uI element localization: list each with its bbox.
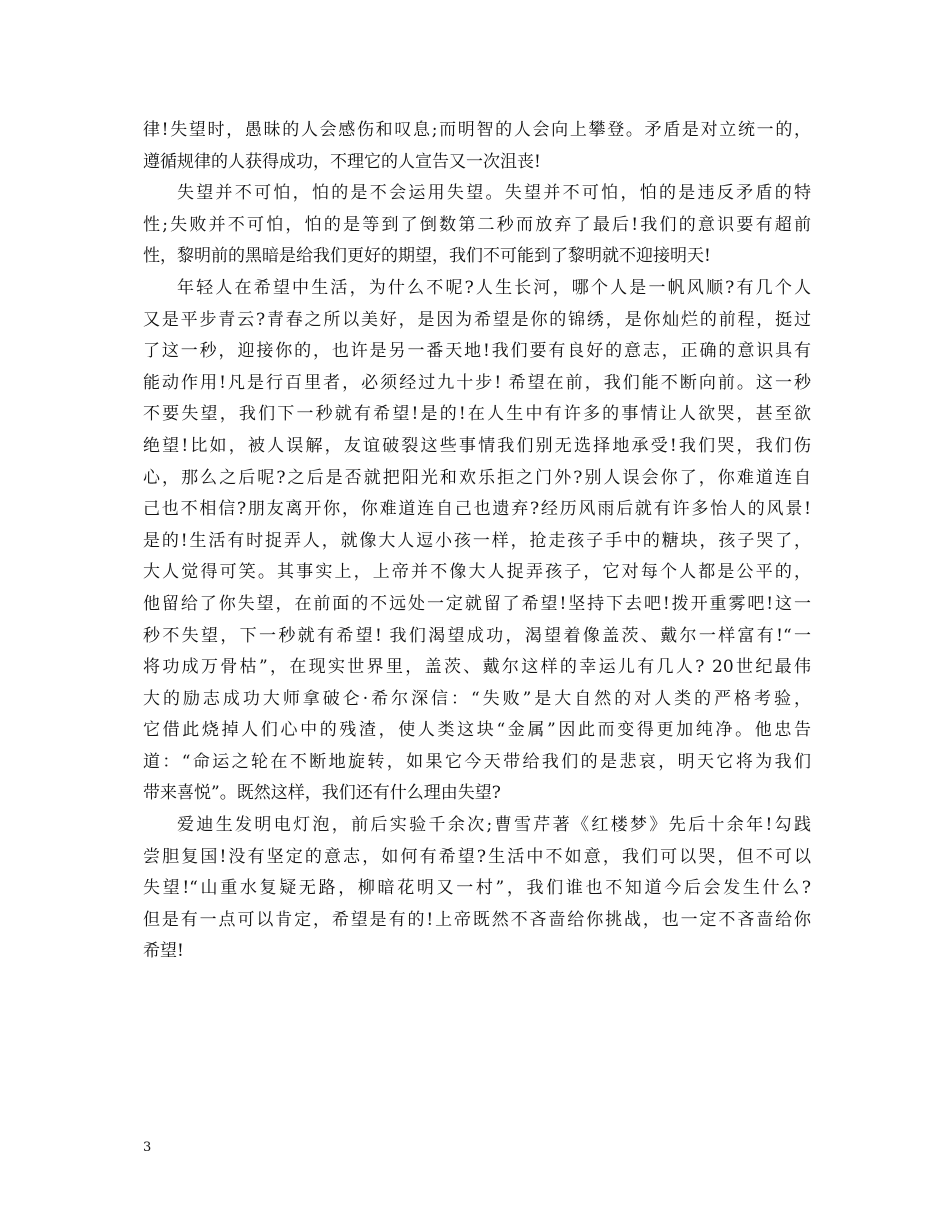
text-line: 带来喜悦”。既然这样，我们还有什么理由失望? [143, 783, 501, 804]
text-line: 性;失败并不可怕，怕的是等到了倒数第二秒而放弃了最后!我们的意识要有超前 [143, 214, 811, 235]
paragraph [143, 273, 811, 810]
text-line: 大的励志成功大师拿破仑·希尔深信：“失败”是大自然的对人类的严格考验， [143, 688, 811, 709]
text-line: 能动作用!凡是行百里者，必须经过九十步! 希望在前，我们能不断向前。这一秒 [143, 372, 811, 393]
text-line: 失望!“山重水复疑无路，柳暗花明又一村”，我们谁也不知道今后会发生什么? [143, 878, 811, 899]
paragraph [143, 810, 811, 968]
text-line: 年轻人在希望中生活，为什么不呢?人生长河，哪个人是一帆风顺?有几个人 [177, 277, 811, 298]
text-line: 尝胆复国!没有坚定的意志，如何有希望?生活中不如意，我们可以哭，但不可以 [143, 846, 811, 867]
text-line: 心，那么之后呢?之后是否就把阳光和欢乐拒之门外?别人误会你了，你难道连自 [143, 467, 811, 488]
paragraph [143, 115, 811, 178]
text-line: 大人觉得可笑。其事实上，上帝并不像大人捉弄孩子，它对每个人都是公平的， [143, 562, 811, 583]
text-line: 将功成万骨枯”，在现实世界里，盖茨、戴尔这样的幸运儿有几人? 20世纪最伟 [143, 657, 811, 678]
text-line: 遵循规律的人获得成功，不理它的人宣告又一次沮丧! [143, 151, 541, 172]
text-line: 己也不相信?朋友离开你，你难道连自己也遗弃?经历风雨后就有许多怡人的风景! [143, 499, 811, 520]
text-line: 但是有一点可以肯定，希望是有的!上帝既然不吝啬给你挑战，也一定不吝啬给你 [143, 909, 811, 930]
text-line: 律!失望时，愚昧的人会感伤和叹息;而明智的人会向上攀登。矛盾是对立统一的， [143, 120, 811, 140]
text-line: 秒不失望，下一秒就有希望! 我们渴望成功，渴望着像盖茨、戴尔一样富有!“一 [143, 625, 811, 646]
text-line: 希望! [143, 941, 184, 962]
text-line: 是的!生活有时捉弄人，就像大人逗小孩一样，抢走孩子手中的糖块，孩子哭了， [143, 530, 811, 551]
text-line: 道：“命运之轮在不断地旋转，如果它今天带给我们的是悲哀，明天它将为我们 [143, 751, 811, 772]
page-number: 3 [143, 1140, 152, 1155]
text-line: 他留给了你失望，在前面的不远处一定就留了希望!坚持下去吧!拨开重雾吧!这一 [143, 593, 811, 614]
text-line: 了这一秒，迎接你的，也许是另一番天地!我们要有良好的意志，正确的意识具有 [143, 341, 811, 362]
text-line: 绝望!比如，被人误解，友谊破裂这些事情我们别无选择地承受!我们哭，我们伤 [143, 435, 811, 456]
text-line: 性，黎明前的黑暗是给我们更好的期望，我们不可能到了黎明就不迎接明天! [143, 246, 711, 267]
body-text [143, 115, 811, 968]
text-line: 它借此烧掉人们心中的残渣，使人类这块“金属”因此而变得更加纯净。他忠告 [143, 720, 811, 741]
paragraph [143, 178, 811, 273]
text-line: 失望并不可怕，怕的是不会运用失望。失望并不可怕，怕的是违反矛盾的特 [177, 183, 811, 204]
text-line: 不要失望，我们下一秒就有希望!是的!在人生中有许多的事情让人欲哭，甚至欲 [143, 404, 811, 425]
text-line: 又是平步青云?青春之所以美好，是因为希望是你的锦绣，是你灿烂的前程，挺过 [143, 309, 811, 330]
text-line: 爱迪生发明电灯泡，前后实验千余次;曹雪芹著《红楼梦》先后十余年!勾践 [177, 815, 811, 836]
